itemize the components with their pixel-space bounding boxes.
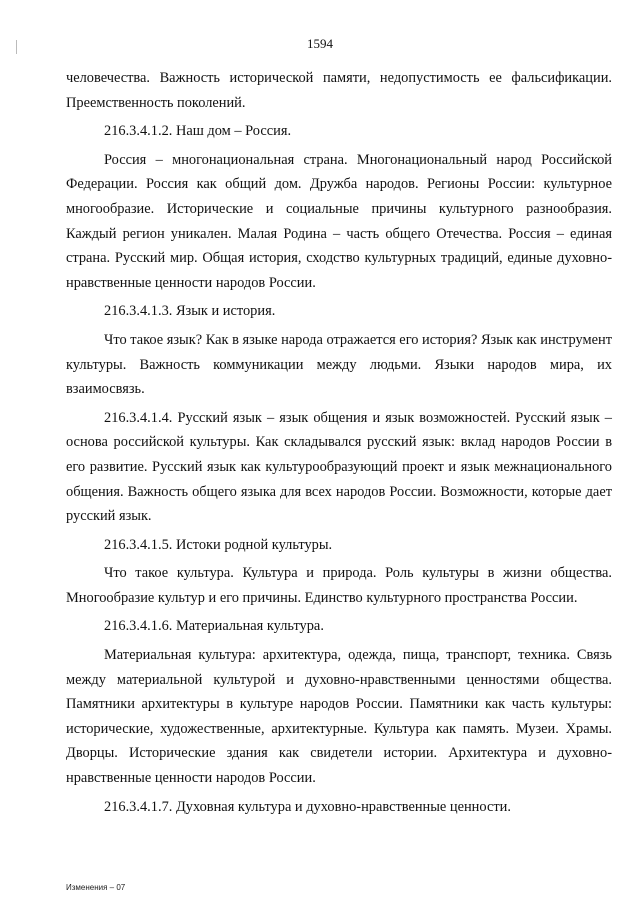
section-heading: 216.3.4.1.3. Язык и история. (104, 303, 276, 320)
paragraph: 216.3.4.1.4. Русский язык – язык общения и язык возможностей. Русский язык – основа российской культуры. Как складывался русский язык: вклад народов России в его развитие. Русский язык как культурообразующий проект и язык межнационального общения. Важность общего языка для всех народов России. Возможности, которые дает русский язык. (66, 409, 612, 525)
paragraph: Материальная культура: архитектура, одежда, пища, транспорт, техника. Связь между материальной культурой и духовно-нравственными ценностями общества. Памятники архитектуры в культуре народов России. Памятники как часть культуры: исторические, художественные, архитектурные. Культура как память. Музеи. Храмы. Дворцы. Исторические здания как свидетели истории. Архитектура и духовно-нравственные ценности народов России. (66, 647, 612, 787)
section-heading: 216.3.4.1.6. Материальная культура. (104, 618, 324, 635)
footer-revision-note: Изменения – 07 (66, 883, 126, 892)
section-heading: 216.3.4.1.7. Духовная культура и духовно-нравственные ценности. (104, 798, 511, 815)
paragraph: Что такое культура. Культура и природа. Роль культуры в жизни общества. Многообразие культур и его причины. Единство культурного пространства России. (66, 565, 612, 606)
section-heading: 216.3.4.1.5. Истоки родной культуры. (104, 536, 333, 553)
section-heading: 216.3.4.1.2. Наш дом – Россия. (104, 123, 292, 140)
page-number: 1594 (307, 36, 333, 51)
paragraph: Россия – многонациональная страна. Многонациональный народ Российской Федерации. Россия как общий дом. Дружба народов. Регионы России: культурное многообразие. Исторические и социальные причины культурного разнообразия. Каждый регион уникален. Малая Родина – часть общего Отечества. Россия – единая страна. Русский мир. Общая история, сходство культурных традиций, единые духовно-нравственные ценности народов России. (66, 151, 612, 291)
paragraph: человечества. Важность исторической памяти, недопустимость ее фальсификации. Преемственность поколений. (66, 70, 612, 111)
paragraph: Что такое язык? Как в языке народа отражается его история? Язык как инструмент культуры. Важность коммуникации между людьми. Языки народов мира, их взаимосвязь. (66, 331, 612, 398)
document-body (66, 66, 612, 819)
